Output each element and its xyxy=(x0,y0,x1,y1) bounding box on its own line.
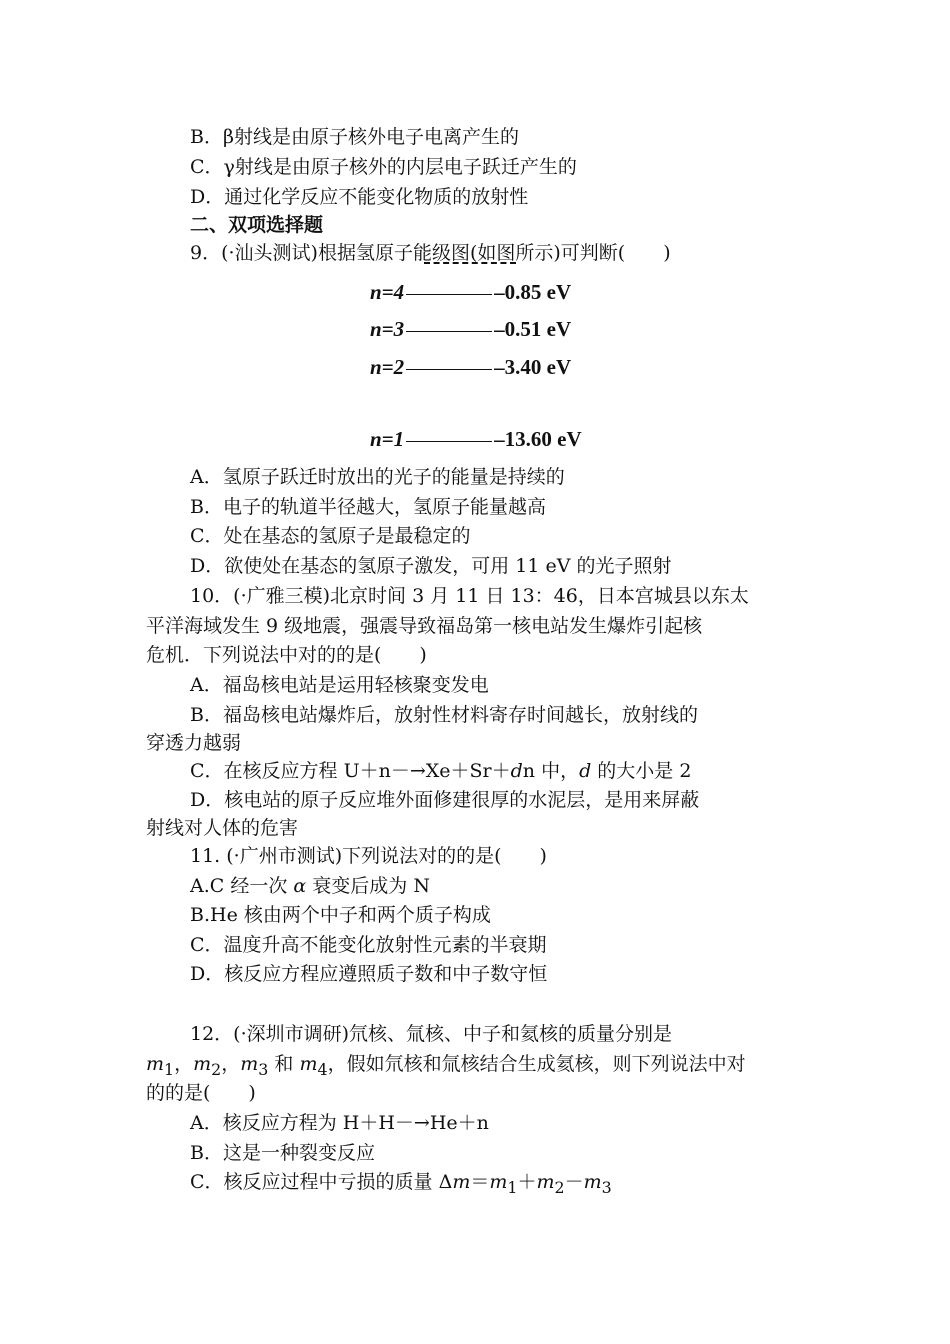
q12-option-c-sub3: 3 xyxy=(601,1177,612,1197)
level-2-line xyxy=(406,369,492,370)
level-4-energy: –0.85 eV xyxy=(494,280,572,304)
q9-option-b: B．电子的轨道半径越大，氢原子能量越高 xyxy=(190,496,546,518)
q12-var-m3: m xyxy=(240,1053,259,1075)
level-3 xyxy=(370,317,571,342)
q12-sub-2: 2 xyxy=(211,1059,222,1079)
q12-sub-3: 3 xyxy=(258,1059,269,1079)
q8-option-d: D．通过化学反应不能变化物质的放射性 xyxy=(190,186,529,208)
q11-option-c: C．温度升高不能变化放射性元素的半衰期 xyxy=(190,934,547,956)
q10-stem-line2: 平洋海域发生 9 级地震，强震导致福岛第一核电站发生爆炸引起核 xyxy=(146,615,703,637)
level-3-energy: –0.51 eV xyxy=(494,317,572,341)
q12-option-c-m1: m xyxy=(489,1171,508,1193)
q9-stem: 9．(·汕头测试)根据氢原子能级图(如图所示)可判断( ) xyxy=(190,242,671,264)
q11-option-a-alpha: α xyxy=(293,875,307,897)
energy-level-diagram xyxy=(370,262,630,457)
level-3-line xyxy=(406,331,492,332)
q11-option-a xyxy=(190,873,430,899)
q10-option-c-text2: n 中， xyxy=(522,760,580,782)
q10-option-c-text1: C．在核反应方程 U＋n－→Xe＋Sr＋ xyxy=(190,760,511,782)
q12-stem-line2-text: ，假如氘核和氚核结合生成氦核，则下列说法中对 xyxy=(327,1053,746,1075)
q12-var-m4: m xyxy=(299,1053,318,1075)
continuum-dashed-line xyxy=(424,262,516,264)
q10-option-b-line1: B．福岛核电站爆炸后，放射性材料寄存时间越长，放射线的 xyxy=(190,704,698,726)
q10-stem-line1: 10．(·广雅三模)北京时间 3 月 11 日 13：46，日本宫城县以东太 xyxy=(190,585,749,607)
level-4-label: n=4 xyxy=(370,280,405,304)
q12-var-m2: m xyxy=(193,1053,212,1075)
q8-option-c: C．γ射线是由原子核外的内层电子跃迁产生的 xyxy=(190,156,577,178)
q10-option-b-line2: 穿透力越弱 xyxy=(146,732,242,754)
q10-option-c-var-d2: d xyxy=(579,760,592,782)
q10-option-d-line2: 射线对人体的危害 xyxy=(146,817,299,839)
q12-option-c-eq: ＝ xyxy=(470,1171,490,1193)
q11-option-a-text1: A.C 经一次 xyxy=(190,875,294,897)
q11-option-a-text2: 衰变后成为 N xyxy=(306,875,430,897)
section-heading: 二、双项选择题 xyxy=(190,214,324,236)
q10-option-c-var-d: d xyxy=(510,760,523,782)
level-2-label: n=2 xyxy=(370,355,405,379)
q9-option-a: A．氢原子跃迁时放出的光子的能量是持续的 xyxy=(190,466,565,488)
q10-option-c xyxy=(190,758,691,784)
q12-sub-1: 1 xyxy=(164,1059,175,1079)
level-1 xyxy=(370,427,582,452)
q12-sep-1: ， xyxy=(174,1053,194,1075)
q12-option-c-sub2: 2 xyxy=(554,1177,565,1197)
level-1-energy: –13.60 eV xyxy=(494,427,582,451)
q12-stem-line1: 12．(·深圳市调研)氘核、氚核、中子和氦核的质量分别是 xyxy=(190,1023,673,1045)
q12-option-c-minus: － xyxy=(564,1171,584,1193)
q9-option-c: C．处在基态的氢原子是最稳定的 xyxy=(190,525,471,547)
q12-option-c-var-m: m xyxy=(452,1171,471,1193)
q12-option-c-plus: ＋ xyxy=(517,1171,537,1193)
level-2 xyxy=(370,355,571,380)
q11-option-b: B.He 核由两个中子和两个质子构成 xyxy=(190,904,491,926)
q10-option-c-text3: 的大小是 2 xyxy=(591,760,692,782)
q12-and: 和 xyxy=(268,1053,300,1075)
q10-option-d-line1: D．核电站的原子反应堆外面修建很厚的水泥层，是用来屏蔽 xyxy=(190,789,700,811)
q9-option-d: D．欲使处在基态的氢原子激发，可用 11 eV 的光子照射 xyxy=(190,555,672,577)
level-4 xyxy=(370,280,571,305)
q10-stem-line3: 危机．下列说法中对的的是( ) xyxy=(146,644,427,666)
q12-option-c-m3: m xyxy=(583,1171,602,1193)
q12-option-c-m2: m xyxy=(536,1171,555,1193)
level-3-label: n=3 xyxy=(370,317,405,341)
level-1-label: n=1 xyxy=(370,427,405,451)
level-2-energy: –3.40 eV xyxy=(494,355,572,379)
q12-option-c xyxy=(190,1169,612,1201)
q12-stem-line2 xyxy=(146,1051,746,1083)
q12-sub-4: 4 xyxy=(317,1059,328,1079)
q12-sep-2: ， xyxy=(221,1053,241,1075)
level-4-line xyxy=(406,294,492,295)
q12-var-m1: m xyxy=(146,1053,165,1075)
q12-option-a: A．核反应方程为 H＋H－→He＋n xyxy=(190,1112,489,1134)
q12-stem-line3: 的的是( ) xyxy=(146,1082,256,1104)
q11-option-d: D．核反应方程应遵照质子数和中子数守恒 xyxy=(190,963,548,985)
q11-stem: 11. (·广州市测试)下列说法对的的是( ) xyxy=(190,845,547,867)
q12-option-c-sub1: 1 xyxy=(507,1177,518,1197)
q8-option-b: B．β射线是由原子核外电子电离产生的 xyxy=(190,126,519,148)
level-1-line xyxy=(406,441,492,442)
q10-option-a: A．福岛核电站是运用轻核聚变发电 xyxy=(190,674,489,696)
q12-option-c-text: C．核反应过程中亏损的质量 Δ xyxy=(190,1171,453,1193)
q12-option-b: B．这是一种裂变反应 xyxy=(190,1142,375,1164)
